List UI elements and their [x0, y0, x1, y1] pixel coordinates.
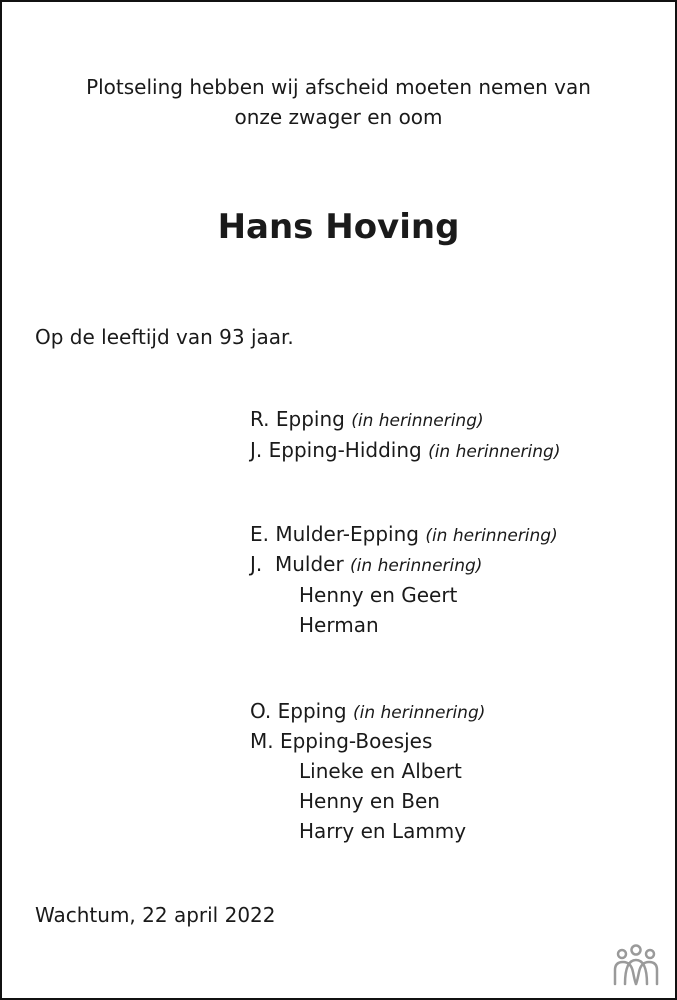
place-date: Wachtum, 22 april 2022 — [35, 903, 276, 927]
member-note: (in herinnering) — [425, 526, 558, 546]
deceased-name: Hans Hoving — [217, 207, 460, 247]
member-note: (in herinnering) — [351, 411, 484, 431]
member-name: E. Mulder-Epping — [250, 522, 419, 546]
people-group-icon — [611, 944, 661, 988]
member-name: Lineke en Albert — [299, 759, 462, 783]
member-name: Harry en Lammy — [299, 819, 467, 843]
member-name: Herman — [299, 613, 379, 637]
family-member — [250, 521, 558, 549]
member-name: R. Epping — [250, 407, 345, 431]
member-name: J. Mulder — [250, 552, 344, 576]
family-member — [250, 698, 485, 726]
family-member — [250, 551, 482, 579]
family-member — [299, 582, 457, 608]
member-name: J. Epping-Hidding — [250, 438, 422, 462]
intro-line-1: Plotseling hebben wij afscheid moeten nemen van — [86, 75, 591, 99]
intro-line-2: onze zwager en oom — [234, 105, 443, 129]
member-name: O. Epping — [250, 699, 347, 723]
family-member — [299, 788, 440, 814]
member-note: (in herinnering) — [350, 556, 483, 576]
member-name: Henny en Ben — [299, 789, 440, 813]
family-member — [250, 406, 484, 434]
member-name: M. Epping-Boesjes — [250, 729, 433, 753]
family-member — [250, 437, 560, 465]
family-member — [299, 612, 379, 638]
family-member — [299, 818, 466, 844]
family-member — [299, 758, 462, 784]
age-line: Op de leeftijd van 93 jaar. — [35, 325, 294, 349]
family-member — [250, 728, 432, 754]
member-note: (in herinnering) — [352, 703, 486, 723]
member-note: (in herinnering) — [428, 442, 561, 462]
member-name: Henny en Geert — [299, 583, 458, 607]
